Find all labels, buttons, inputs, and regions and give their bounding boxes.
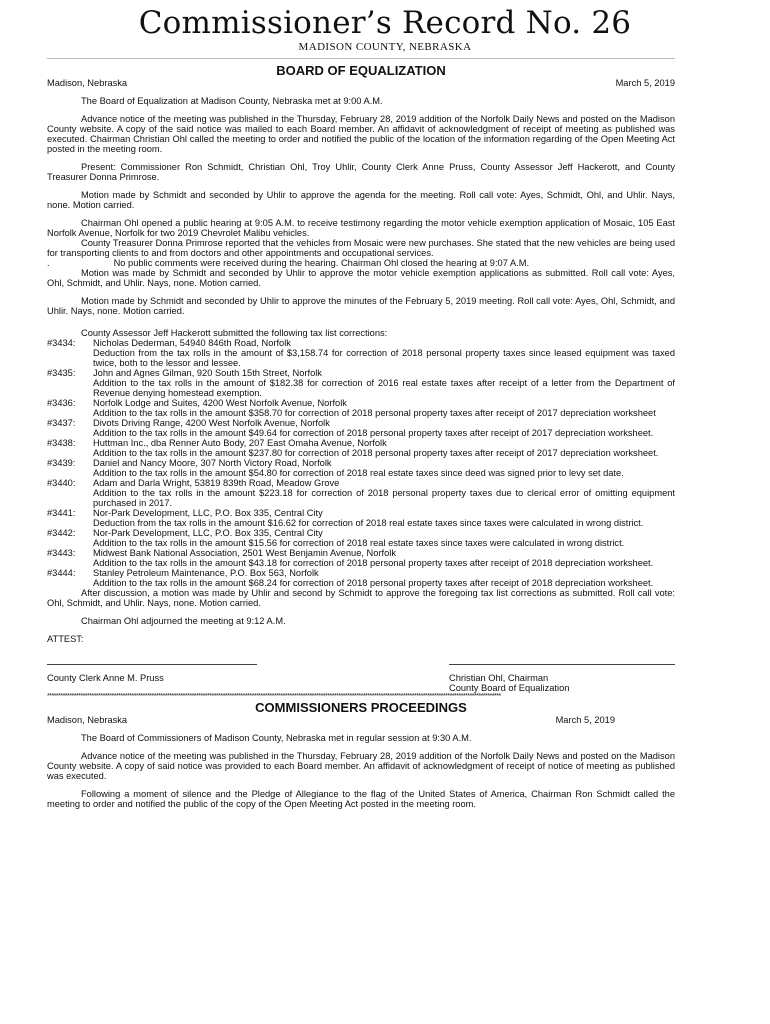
correction-party: Huttman Inc., dba Renner Auto Body, 207 East Omaha Avenue, Norfolk <box>93 438 387 448</box>
paragraph: Following a moment of silence and the Pledge of Allegiance to the flag of the United States of America, Chairman Ron Schmidt called the meeting to order and notified the public of the copy of the Open Meeting Act posted in the meeting room. <box>47 789 675 809</box>
meeting-place: Madison, Nebraska <box>47 78 128 88</box>
section-separator: ************************************************************************************************************************************************************************************************************ <box>47 693 501 700</box>
meeting-date: March 5, 2019 <box>555 715 615 725</box>
tax-correction-item <box>47 508 675 528</box>
tax-correction-item <box>47 338 675 368</box>
correction-number: #3440: <box>47 478 76 488</box>
tax-correction-item <box>47 568 675 588</box>
paragraph: After discussion, a motion was made by Uhlir and second by Schmidt to approve the foregoing tax list corrections as submitted. Roll call vote: Ohl, Schmidt, and Uhlir. Nays, none. Motion carried. <box>47 588 675 608</box>
correction-detail: Deduction from the tax rolls in the amount $16.62 for correction of 2018 real estate taxes since taxes were calculated in wrong district. <box>93 518 644 528</box>
correction-detail: Addition to the tax rolls in the amount $358.70 for correction of 2018 personal property taxes after receipt of 2017 depreciation worksheet <box>93 408 656 418</box>
spacer <box>47 316 675 328</box>
spacer <box>47 210 675 218</box>
correction-party: John and Agnes Gilman, 920 South 15th Street, Norfolk <box>93 368 322 378</box>
paragraph: Advance notice of the meeting was published in the Thursday, February 28, 2019 addition of the Norfolk Daily News and posted on the Madison County website. A copy of said notice was provided to each Board member. An affidavit of acknowledgment of receipt of notice of meeting as published was executed. <box>47 751 675 781</box>
spacer <box>47 154 675 162</box>
paragraph: Motion made by Schmidt and seconded by Uhlir to approve the minutes of the February 5, 2019 meeting. Roll call vote: Ayes, Ohl, Schmidt, and Uhlir. Nays, none. Motion carried. <box>47 296 675 316</box>
signature-left: County Clerk Anne M. Pruss <box>47 673 164 683</box>
correction-number: #3444: <box>47 568 76 578</box>
correction-party: Midwest Bank National Association, 2501 West Benjamin Avenue, Norfolk <box>93 548 397 558</box>
correction-text <box>93 368 675 398</box>
correction-detail: Deduction from the tax rolls in the amount of $3,158.74 for correction of 2018 personal property taxes since leased equipment was taxed twice, both to the lessor and lessee. <box>93 348 675 368</box>
tax-correction-item <box>47 478 675 508</box>
correction-party: Adam and Darla Wright, 53819 839th Road, Meadow Grove <box>93 478 340 488</box>
paragraph: Advance notice of the meeting was published in the Thursday, February 28, 2019 addition of the Norfolk Daily News and posted on the Madison County website. A copy of the said notice was mailed to each Board member. An affidavit of acknowledgment of receipt of meeting as published was executed. Chairman Christian Ohl called the meeting to order and notified the public of the location of the information regarding of the Open Meeting Act posted in the meeting room. <box>47 114 675 154</box>
document-body <box>47 64 675 809</box>
signature-right <box>449 673 675 693</box>
correction-text <box>93 508 675 528</box>
correction-detail: Addition to the tax rolls in the amount $237.80 for correction of 2018 personal property taxes after receipt of 2017 depreciation worksheet. <box>93 448 659 458</box>
paragraph: County Assessor Jeff Hackerott submitted the following tax list corrections: <box>81 328 388 338</box>
correction-text <box>93 568 675 588</box>
spacer <box>47 106 675 114</box>
paragraph: Chairman Ohl opened a public hearing at 9:05 A.M. to receive testimony regarding the motor vehicle exemption application of Mosaic, 105 East Norfolk Avenue, Norfolk for two 2019 Chevrolet Malibu vehicles. <box>47 218 675 238</box>
tax-correction-item <box>47 368 675 398</box>
spacer <box>47 88 675 96</box>
correction-number: #3435: <box>47 368 76 378</box>
signature-right-name: Christian Ohl, Chairman <box>449 673 549 683</box>
spacer <box>47 743 675 751</box>
correction-detail: Addition to the tax rolls in the amount $15.56 for correction of 2018 real estate taxes since taxes were calculated in wrong district. <box>93 538 625 548</box>
tax-correction-item <box>47 418 675 438</box>
correction-party: Daniel and Nancy Moore, 307 North Victory Road, Norfolk <box>93 458 332 468</box>
correction-detail: Addition to the tax rolls in the amount $49.64 for correction of 2018 personal property taxes after receipt of 2017 depreciation worksheet. <box>93 428 654 438</box>
tax-correction-item <box>47 458 675 478</box>
section-title: BOARD OF EQUALIZATION <box>276 63 446 78</box>
correction-text <box>93 478 675 508</box>
signature-line-right <box>449 664 675 665</box>
correction-detail: Addition to the tax rolls in the amount $223.18 for correction of 2018 personal property taxes due to clerical error of omitting equipment purchased in 2017. <box>93 488 675 508</box>
correction-party: Nor-Park Development, LLC, P.O. Box 335, Central City <box>93 508 323 518</box>
paragraph: Motion was made by Schmidt and seconded by Uhlir to approve the motor vehicle exemption applications as submitted. Roll call vote: Ayes, Ohl, Schmidt, and Uhlir. Nays, none. Motion carried. <box>47 268 675 288</box>
correction-text <box>93 418 675 438</box>
spacer <box>47 781 675 789</box>
paragraph: County Treasurer Donna Primrose reported that the vehicles from Mosaic were new purchases. She stated that the new vehicles are being used for transporting clients to and from doctors and other appointments and occupational services. <box>47 238 675 258</box>
section-title: COMMISSIONERS PROCEEDINGS <box>255 700 467 715</box>
correction-text <box>93 528 675 548</box>
correction-number: #3434: <box>47 338 76 348</box>
spacer <box>47 725 675 733</box>
correction-number: #3443: <box>47 548 76 558</box>
paragraph: The Board of Equalization at Madison County, Nebraska met at 9:00 A.M. <box>81 96 383 106</box>
signature-right-title: County Board of Equalization <box>449 683 570 693</box>
spacer <box>47 288 675 296</box>
masthead-subtitle: MADISON COUNTY, NEBRASKA <box>298 41 472 53</box>
spacer <box>47 626 675 634</box>
meeting-place: Madison, Nebraska <box>47 715 128 725</box>
tax-correction-item <box>47 438 675 458</box>
spacer <box>47 665 675 673</box>
dateline <box>47 78 675 88</box>
paragraph <box>47 258 675 268</box>
correction-number: #3441: <box>47 508 76 518</box>
signature-block <box>47 673 675 693</box>
correction-text <box>93 338 675 368</box>
correction-party: Nor-Park Development, LLC, P.O. Box 335, Central City <box>93 528 323 538</box>
paragraph: Chairman Ohl adjourned the meeting at 9:12 A.M. <box>81 616 286 626</box>
correction-party: Divots Driving Range, 4200 West Norfolk Avenue, Norfolk <box>93 418 330 428</box>
correction-detail: Addition to the tax rolls in the amount $54.80 for correction of 2018 real estate taxes since deed was signed prior to levy set date. <box>93 468 624 478</box>
paragraph: Present: Commissioner Ron Schmidt, Christian Ohl, Troy Uhlir, County Clerk Anne Pruss, County Assessor Jeff Hackerott, and County Treasurer Donna Primrose. <box>47 162 675 182</box>
masthead-rule <box>47 58 675 59</box>
correction-detail: Addition to the tax rolls in the amount $43.18 for correction of 2018 personal property taxes after receipt of 2018 depreciation worksheet. <box>93 558 654 568</box>
correction-number: #3442: <box>47 528 76 538</box>
masthead-title: Commissioner’s Record No. 26 <box>138 5 632 41</box>
signature-line-left <box>47 664 257 665</box>
correction-number: #3439: <box>47 458 76 468</box>
spacer <box>47 644 675 664</box>
commissioners-proceedings-section <box>47 701 675 809</box>
correction-text <box>93 398 675 418</box>
paragraph: The Board of Commissioners of Madison County, Nebraska met in regular session at 9:30 A.M. <box>81 733 472 743</box>
correction-party: Nicholas Dederman, 54940 846th Road, Norfolk <box>93 338 291 348</box>
correction-number: #3437: <box>47 418 76 428</box>
spacer <box>47 182 675 190</box>
spacer <box>47 608 675 616</box>
board-of-equalization-section <box>47 64 675 701</box>
correction-number: #3438: <box>47 438 76 448</box>
correction-text <box>93 438 675 458</box>
paragraph-text: No public comments were received during the hearing. Chairman Ohl closed the hearing at 9:07 A.M. <box>113 258 530 268</box>
paragraph: Motion made by Schmidt and seconded by Uhlir to approve the agenda for the meeting. Roll call vote: Ayes, Schmidt, Ohl, and Uhlir. Nays, none. Motion carried. <box>47 190 675 210</box>
stray-dot: . <box>47 258 50 268</box>
meeting-date: March 5, 2019 <box>615 78 675 88</box>
tax-corrections-list <box>47 338 675 588</box>
correction-detail: Addition to the tax rolls in the amount $68.24 for correction of 2018 personal property taxes after receipt of 2018 depreciation worksheet. <box>93 578 654 588</box>
attest-label: ATTEST: <box>47 634 84 644</box>
correction-number: #3436: <box>47 398 76 408</box>
tax-correction-item <box>47 398 675 418</box>
correction-text <box>93 458 675 478</box>
tax-correction-item <box>47 528 675 548</box>
correction-detail: Addition to the tax rolls in the amount of $182.38 for correction of 2016 real estate taxes after receipt of a letter from the Department of Revenue denying homestead exemption. <box>93 378 675 398</box>
correction-party: Stanley Petroleum Maintenance, P.O. Box 563, Norfolk <box>93 568 319 578</box>
correction-party: Norfolk Lodge and Suites, 4200 West Norfolk Avenue, Norfolk <box>93 398 347 408</box>
dateline <box>47 715 675 725</box>
tax-correction-item <box>47 548 675 568</box>
correction-text <box>93 548 675 568</box>
